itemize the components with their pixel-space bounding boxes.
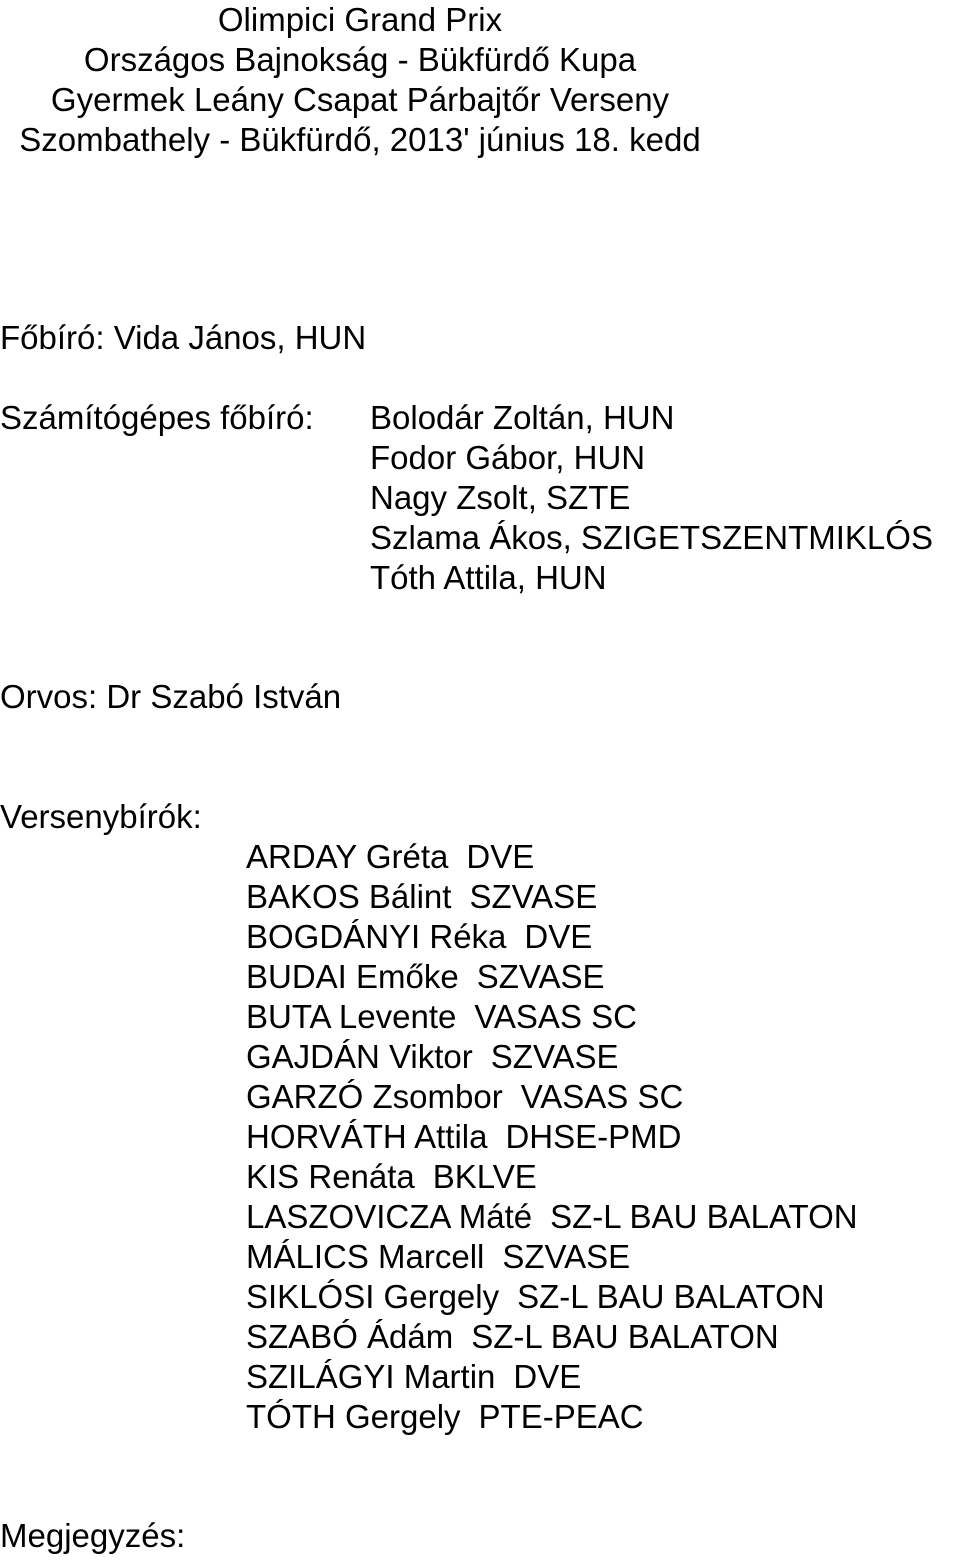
referees-label: Versenybírók: <box>0 798 202 835</box>
referee-club: SZVASE <box>469 878 598 915</box>
referee-club: SZVASE <box>490 1038 619 1075</box>
referee-club: BKLVE <box>432 1158 537 1195</box>
referee-club: DVE <box>524 918 593 955</box>
referee-row <box>246 957 858 997</box>
referee-club: SZ-L BAU BALATON <box>517 1278 825 1315</box>
referee-row <box>246 1277 858 1317</box>
computer-judges-label: Számítógépes főbíró: <box>0 399 314 436</box>
computer-judge: Tóth Attila, HUN <box>370 559 607 596</box>
referee-club: SZ-L BAU BALATON <box>550 1198 858 1235</box>
computer-judges-list <box>370 398 933 598</box>
referees-list <box>246 837 858 1437</box>
referee-name: SZILÁGYI Martin <box>246 1358 496 1395</box>
referee-name: ARDAY Gréta <box>246 838 449 875</box>
header-event: Gyermek Leány Csapat Párbajtőr Verseny <box>50 81 670 118</box>
referee-club: VASAS SC <box>520 1078 684 1115</box>
referee-club: PTE-PEAC <box>478 1398 644 1435</box>
referee-club: DVE <box>466 838 535 875</box>
referee-row <box>246 1357 858 1397</box>
referee-row <box>246 1197 858 1237</box>
referee-row <box>246 1157 858 1197</box>
referee-row <box>246 877 858 917</box>
header-championship: Országos Bajnokság - Bükfürdő Kupa <box>83 41 637 78</box>
referee-row <box>246 1077 858 1117</box>
header-title: Olimpici Grand Prix <box>217 1 503 38</box>
referee-club: DHSE-PMD <box>505 1118 682 1155</box>
computer-judge: Szlama Ákos, SZIGETSZENTMIKLÓS <box>370 519 933 556</box>
referee-club: DVE <box>513 1358 582 1395</box>
doctor: Orvos: Dr Szabó István <box>0 678 342 715</box>
head-referee: Főbíró: Vida János, HUN <box>0 319 367 356</box>
referee-name: LASZOVICZA Máté <box>246 1198 533 1235</box>
referee-name: BUDAI Emőke <box>246 958 459 995</box>
computer-judge: Nagy Zsolt, SZTE <box>370 479 631 516</box>
referee-name: BOGDÁNYI Réka <box>246 918 507 955</box>
referee-name: GAJDÁN Viktor <box>246 1038 473 1075</box>
referee-name: BUTA Levente <box>246 998 457 1035</box>
referee-name: KIS Renáta <box>246 1158 415 1195</box>
referee-club: SZVASE <box>502 1238 631 1275</box>
referee-row <box>246 1397 858 1437</box>
referee-club: SZVASE <box>476 958 605 995</box>
referee-name: BAKOS Bálint <box>246 878 452 915</box>
referee-name: TÓTH Gergely <box>246 1398 461 1435</box>
referee-row <box>246 1317 858 1357</box>
referee-row <box>246 837 858 877</box>
referee-name: MÁLICS Marcell <box>246 1238 485 1275</box>
referee-row <box>246 1037 858 1077</box>
referee-row <box>246 1117 858 1157</box>
referee-club: VASAS SC <box>474 998 637 1035</box>
referee-name: HORVÁTH Attila <box>246 1118 488 1155</box>
referee-row <box>246 997 858 1037</box>
referee-row <box>246 917 858 957</box>
computer-judge: Fodor Gábor, HUN <box>370 439 646 476</box>
notes-label: Megjegyzés: <box>0 1517 186 1554</box>
computer-judge: Bolodár Zoltán, HUN <box>370 399 675 436</box>
referee-name: SZABÓ Ádám <box>246 1318 454 1355</box>
document-header <box>0 0 720 160</box>
referee-row <box>246 1237 858 1277</box>
referee-name: GARZÓ Zsombor <box>246 1078 503 1115</box>
header-location-date: Szombathely - Bükfürdő, 2013' június 18. kedd <box>19 121 701 158</box>
referee-name: SIKLÓSI Gergely <box>246 1278 500 1315</box>
referee-club: SZ-L BAU BALATON <box>471 1318 779 1355</box>
